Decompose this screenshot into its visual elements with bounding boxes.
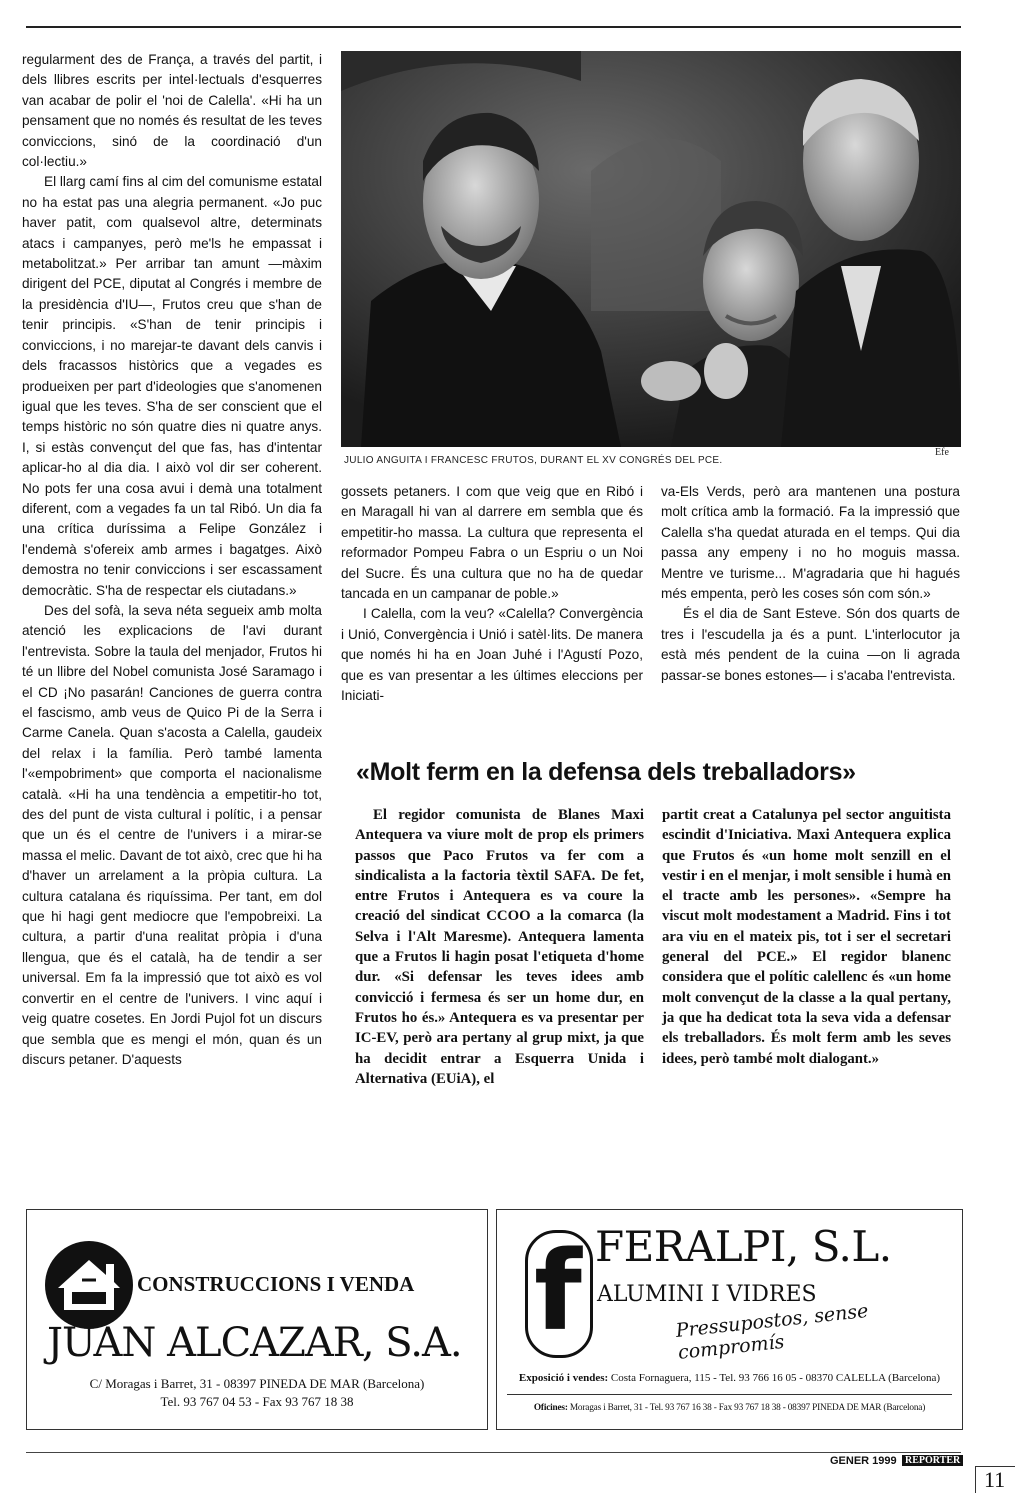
- ad-tagline: CONSTRUCCIONS I VENDA: [137, 1272, 415, 1296]
- ad-offices-text: Moragas i Barret, 31 - Tel. 93 767 16 38 - Fax 93 767 18 38 - 08397 PINEDA DE MAR (Barcelona): [569, 1403, 926, 1413]
- ad-exhibition-line: [497, 1372, 962, 1384]
- advertisement-juan-alcazar: [26, 1209, 488, 1430]
- ad-exhibition-label: Exposició i vendes:: [518, 1372, 609, 1384]
- article-column-middle: [341, 482, 643, 706]
- ad-subtitle: ALUMINI I VIDRES: [597, 1282, 817, 1307]
- article-paragraph: regularment des de França, a través del partit, i dels llibres escrits per intel·lectuals d'esquerres van acabar de polir el 'noi de Calella'. «Hi ha un pensament que no només és resultat de les teves conviccions, sinó de la coordinació d'un col·lectiu.»: [22, 52, 322, 170]
- footer-date: GENER 1999: [830, 1455, 897, 1467]
- article-paragraph: Des del sofà, la seva néta segueix amb molta atenció les explicacions de l'avi durant l'entrevista. Sobre la taula del menjador, Frutos hi té un llibre del Nobel comunista José Saramago i el CD ¡No pasarán! Canciones de guerra contra el fascismo, amb veus de Quico Pi de la Serra i Carme Canela. Quan s'acosta a Calella, gaudeix del relax i la família. Però també lamenta l'«empobriment» que comporta el nacionalisme català. «Hi ha una tendència a empetitir-ho tot, des del punt de vista cultural i polític, i a pensar que un és el centre de l'univers i a mirar-se massa el melic. Davant de tot això, crec que hi ha d'haver un arrelament a la pròpia cultura. La cultura catalana és riquíssima. Per tant, em dol que hi hagi gent mediocre que l'empobreixi. La cultura, a partir d'una realitat pròpia i d'una llengua, que és el català, ha de tendir a ser universal. Em fa la impressió que tot això es vol convertir en el centre de l'univers. I vinc aquí i veig quatre cosetes. En Jordi Pujol fot un discurs que sembla que es mengi el món, quan és un discurs petaner. D'aquests: [22, 602, 322, 1067]
- article-photo: [341, 51, 961, 447]
- ad-phone: Tel. 93 767 04 53 - Fax 93 767 18 38: [160, 1394, 354, 1409]
- ad-exhibition-text: Costa Fornaguera, 115 - Tel. 93 766 16 05 - 08370 CALELLA (Barcelona): [610, 1372, 941, 1384]
- article-column-left: [22, 50, 322, 1070]
- photo-caption: JULIO ANGUITA I FRANCESC FRUTOS, DURANT EL XV CONGRÉS DEL PCE.: [344, 455, 723, 466]
- sidebar-column-left: [355, 805, 644, 1089]
- sidebar-column-right: [662, 805, 951, 1069]
- sidebar-paragraph: partit creat a Catalunya pel sector anguitista escindit d'Iniciativa. Maxi Antequera explica que Frutos és «un home molt senzill en el vestir i en el menjar, i molt sensible i humà en el tracte amb les persones». «Sempre ha viscut molt modestament a Madrid. Fins i tot ara viu en el mateix pis, tot i ser el secretari general del PCE.» El regidor blanenc considera que el polític calellenc és «un home molt convençut de la classe a la qual pertany, ja que ha dedicat tota la seva vida a defensar els treballadors. És molt ferm amb les seves idees, però també molt dialogant.»: [662, 807, 951, 1067]
- advertisement-feralpi: [496, 1209, 963, 1430]
- article-paragraph: El llarg camí fins al cim del comunisme estatal no ha estat pas una alegria permanent. «Jo puc haver patit, com qualsevol altre, determinats atacs i campanyes, però me'ls he empassat i metabolitzat.» Per arribar tan amunt —màxim dirigent del PCE, diputat al Congrés i membre de la presidència d'IU—, Frutos creu que s'han de tenir principis. «S'han de tenir principis i conviccions, i no marejar-te davant dels canvis i dels fracassos històrics que a vegades es produeixen per part d'ideologies que s'anomenen igual que les teves. S'ha de ser conscient que el temps històric no són quatre dies ni quatre anys. I, si estàs convençut del que fas, has d'intentar aplicar-ho al dia dia. I això vol dir ser coherent. No pots fer una cosa avui i demà una totalment diferent, com a vegades fa un tal Ribó. Un dia fa una crítica duríssima a Felipe González i l'endemà s'ofereix amb armes i bagatges. Això demostra no tenir conviccions i ser escassament democràtic. S'ha de respectar els ciutadans.»: [22, 174, 323, 598]
- ad-offices-label: Oficines:: [533, 1403, 568, 1413]
- article-paragraph: va-Els Verds, però ara mantenen una postura molt crítica amb la formació. Fa la impressió que Calella s'ha quedat aturada en el temps. Qui dia passa any empeny i no ho moguis massa. Mentre ve turisme... M'agradaria que hi hagués més empenta, però les coses són com són.»: [661, 484, 960, 602]
- photo-illustration: [341, 51, 961, 447]
- ad-address: C/ Moragas i Barret, 31 - 08397 PINEDA DE MAR (Barcelona): [89, 1376, 425, 1391]
- top-rule: [26, 26, 961, 28]
- ad-divider: [507, 1394, 952, 1395]
- logo-letter: f: [534, 1230, 582, 1355]
- article-paragraph: gossets petaners. I com que veig que en Ribó i en Maragall hi van al darrere em sembla que és empetitir-ho massa. La cultura que representa el reformador Pompeu Fabra o un Espriu o un Noi del Sucre. És una cultura que no ha de quedar tancada en un campanar de poble.»: [341, 484, 643, 602]
- footer-magazine: REPÒRTER: [902, 1455, 963, 1466]
- page-number: 11: [975, 1466, 1015, 1493]
- ad-company-name: JUAN ALCAZAR, S.A.: [47, 1320, 462, 1366]
- house-logo-icon: [44, 1240, 134, 1330]
- ad-slogan: Pressupostos, sense compromís: [674, 1299, 870, 1364]
- article-column-right: [661, 482, 960, 686]
- sidebar-paragraph: El regidor comunista de Blanes Maxi Antequera va viure molt de prop els primers passos que Paco Frutos va fer com a sindicalista a la factoria tèxtil SAFA. De fet, entre Frutos i Antequera es va coure la creació del sindicat CCOO a la comarca (la Selva i l'Alt Maresme). Antequera lamenta que a Frutos li hagin posat l'etiqueta d'home dur. «Si defensar les teves idees amb convicció i fermesa és ser un home dur, en Frutos ho és.» Antequera es va presentar per IC-EV, però ara pertany al grup mixt, ja que ha decidit entrar a Esquerra Unida i Alternativa (EUiA), el: [355, 807, 644, 1087]
- sidebar-headline: «Molt ferm en la defensa dels treballadors»: [356, 758, 856, 786]
- photo-credit: Efe: [935, 447, 949, 458]
- article-paragraph: És el dia de Sant Esteve. Són dos quarts de tres i l'escudella ja és a punt. L'interlocutor ja està més pendent de la cuina —on li agrada passar-se bones estones— i s'acaba l'entrevista.: [661, 606, 960, 683]
- footer-rule: [26, 1452, 961, 1453]
- ad-offices-line: [497, 1403, 962, 1413]
- article-paragraph: I Calella, com la veu? «Calella? Convergència i Unió, Convergència i Unió i satèl·lits. De manera que només hi ha en Joan Juhé i l'Agustí Pozo, que es van presentar a les últimes eleccions per Iniciati-: [341, 606, 643, 704]
- feralpi-logo-icon: [525, 1230, 593, 1358]
- ad-company-name: FERALPI, S.L.: [595, 1222, 892, 1271]
